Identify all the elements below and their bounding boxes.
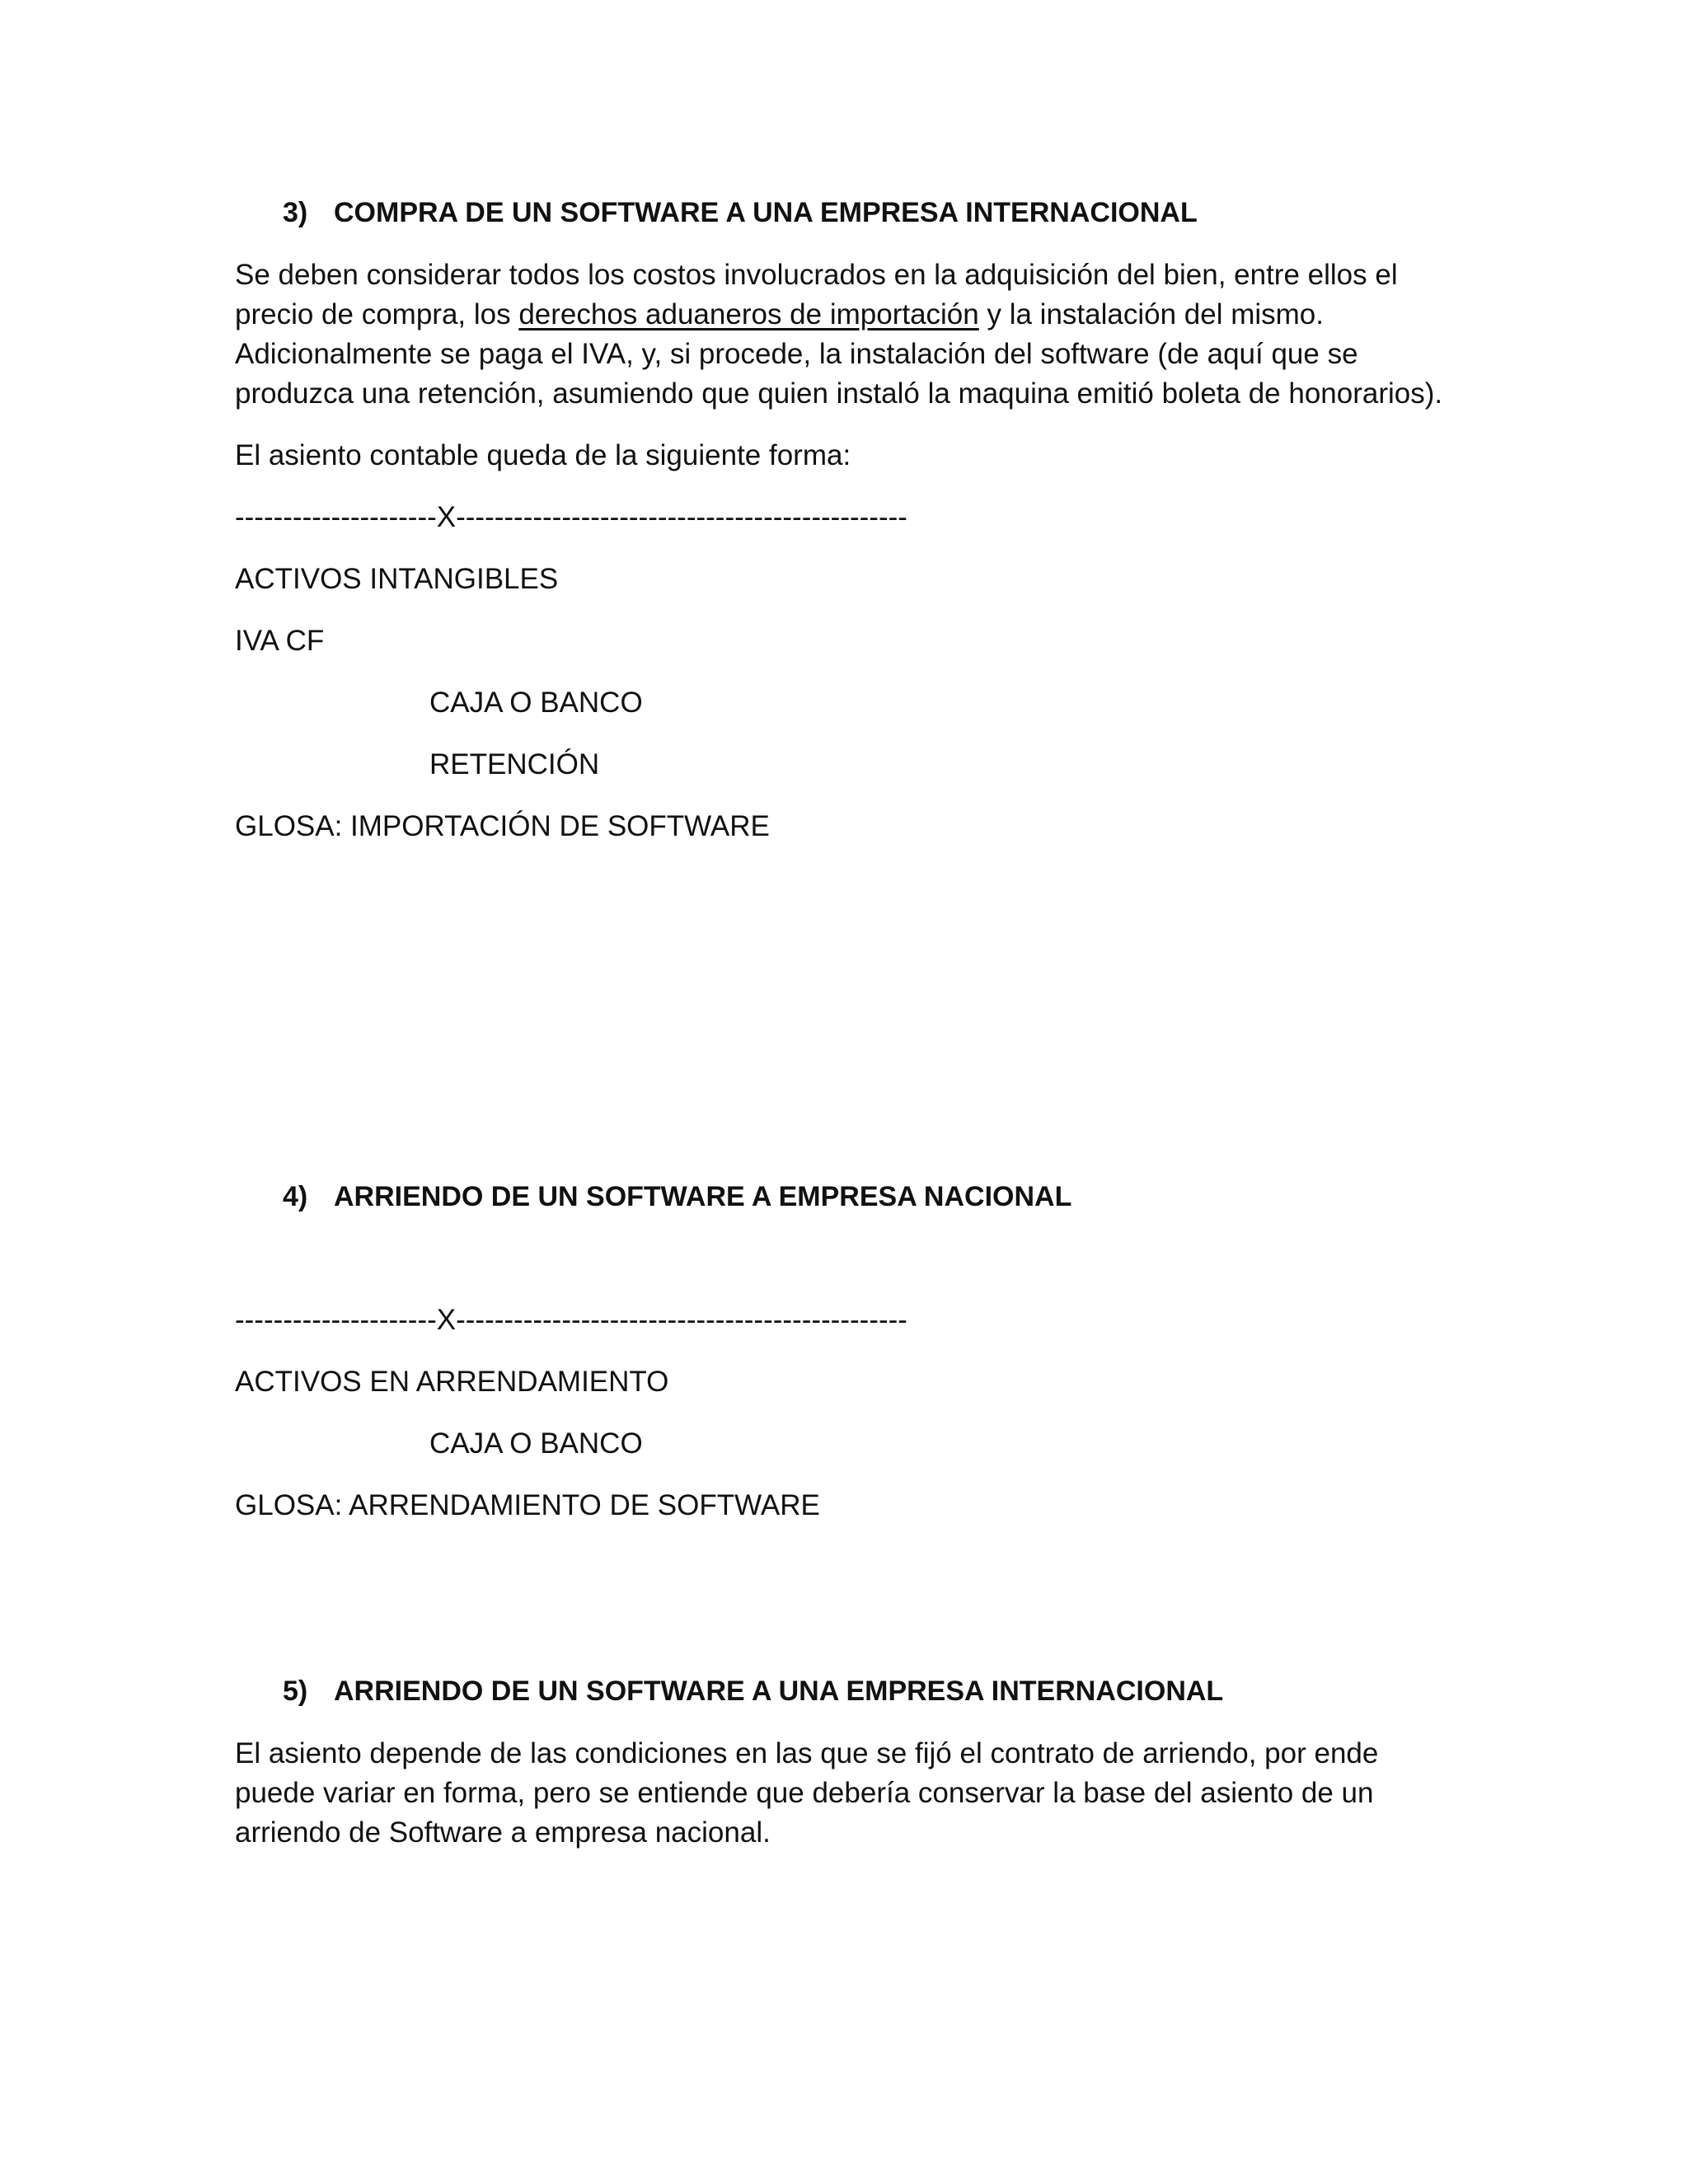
section-5-paragraph: [235, 1734, 1455, 1853]
section-4-glosa: GLOSA: ARRENDAMIENTO DE SOFTWARE: [235, 1489, 820, 1521]
section-5-number: 5): [283, 1675, 308, 1707]
section-3-number: 3): [283, 197, 308, 228]
section-3-heading: [283, 193, 1198, 232]
section-3-paragraph-part-2: y la instalación del mismo. Adicionalmente se paga el IVA, y, si procede, la instalación del software (de aquí que se produzca una retención, asumiendo que quien instaló la maquina emitió boleta de honorarios).: [235, 298, 1443, 410]
section-3-paragraph: [235, 255, 1455, 414]
section-3-title: COMPRA DE UN SOFTWARE A UNA EMPRESA INTERNACIONAL: [334, 197, 1198, 228]
section-3-debit-intangible-assets: ACTIVOS INTANGIBLES: [235, 563, 559, 595]
section-3-glosa: GLOSA: IMPORTACIÓN DE SOFTWARE: [235, 810, 770, 842]
section-4-separator: ---------------------X-----------------------------------------------: [235, 1304, 907, 1336]
section-5-title: ARRIENDO DE UN SOFTWARE A UNA EMPRESA INTERNACIONAL: [334, 1675, 1224, 1707]
section-4-heading: [283, 1177, 1071, 1216]
section-3-debit-iva-cf: IVA CF: [235, 625, 325, 657]
section-3-separator: ---------------------X-----------------------------------------------: [235, 501, 907, 533]
section-4-title: ARRIENDO DE UN SOFTWARE A EMPRESA NACIONAL: [334, 1181, 1072, 1212]
section-3-credit-cash-or-bank: CAJA O BANCO: [429, 687, 643, 719]
section-3-paragraph-part-1: Se deben considerar todos los costos involucrados en la adquisición del bien, entre ellos el precio de compra, los: [235, 259, 1398, 330]
section-5-heading: [283, 1671, 1223, 1711]
section-4-debit-leased-assets: ACTIVOS EN ARRENDAMIENTO: [235, 1366, 669, 1398]
section-4-number: 4): [283, 1181, 308, 1212]
section-5-paragraph-text: El asiento depende de las condiciones en las que se fijó el contrato de arriendo, por ende puede variar en forma, pero se entiende que debería conservar la base del asiento de un arriendo de Software a empresa nacional.: [235, 1737, 1379, 1849]
customs-duties-underlined-text: derechos aduaneros de importación: [518, 298, 979, 330]
section-4-credit-cash-or-bank: CAJA O BANCO: [429, 1427, 643, 1460]
section-3-intro: El asiento contable queda de la siguiente forma:: [235, 439, 851, 471]
section-3-credit-retention: RETENCIÓN: [429, 748, 600, 780]
